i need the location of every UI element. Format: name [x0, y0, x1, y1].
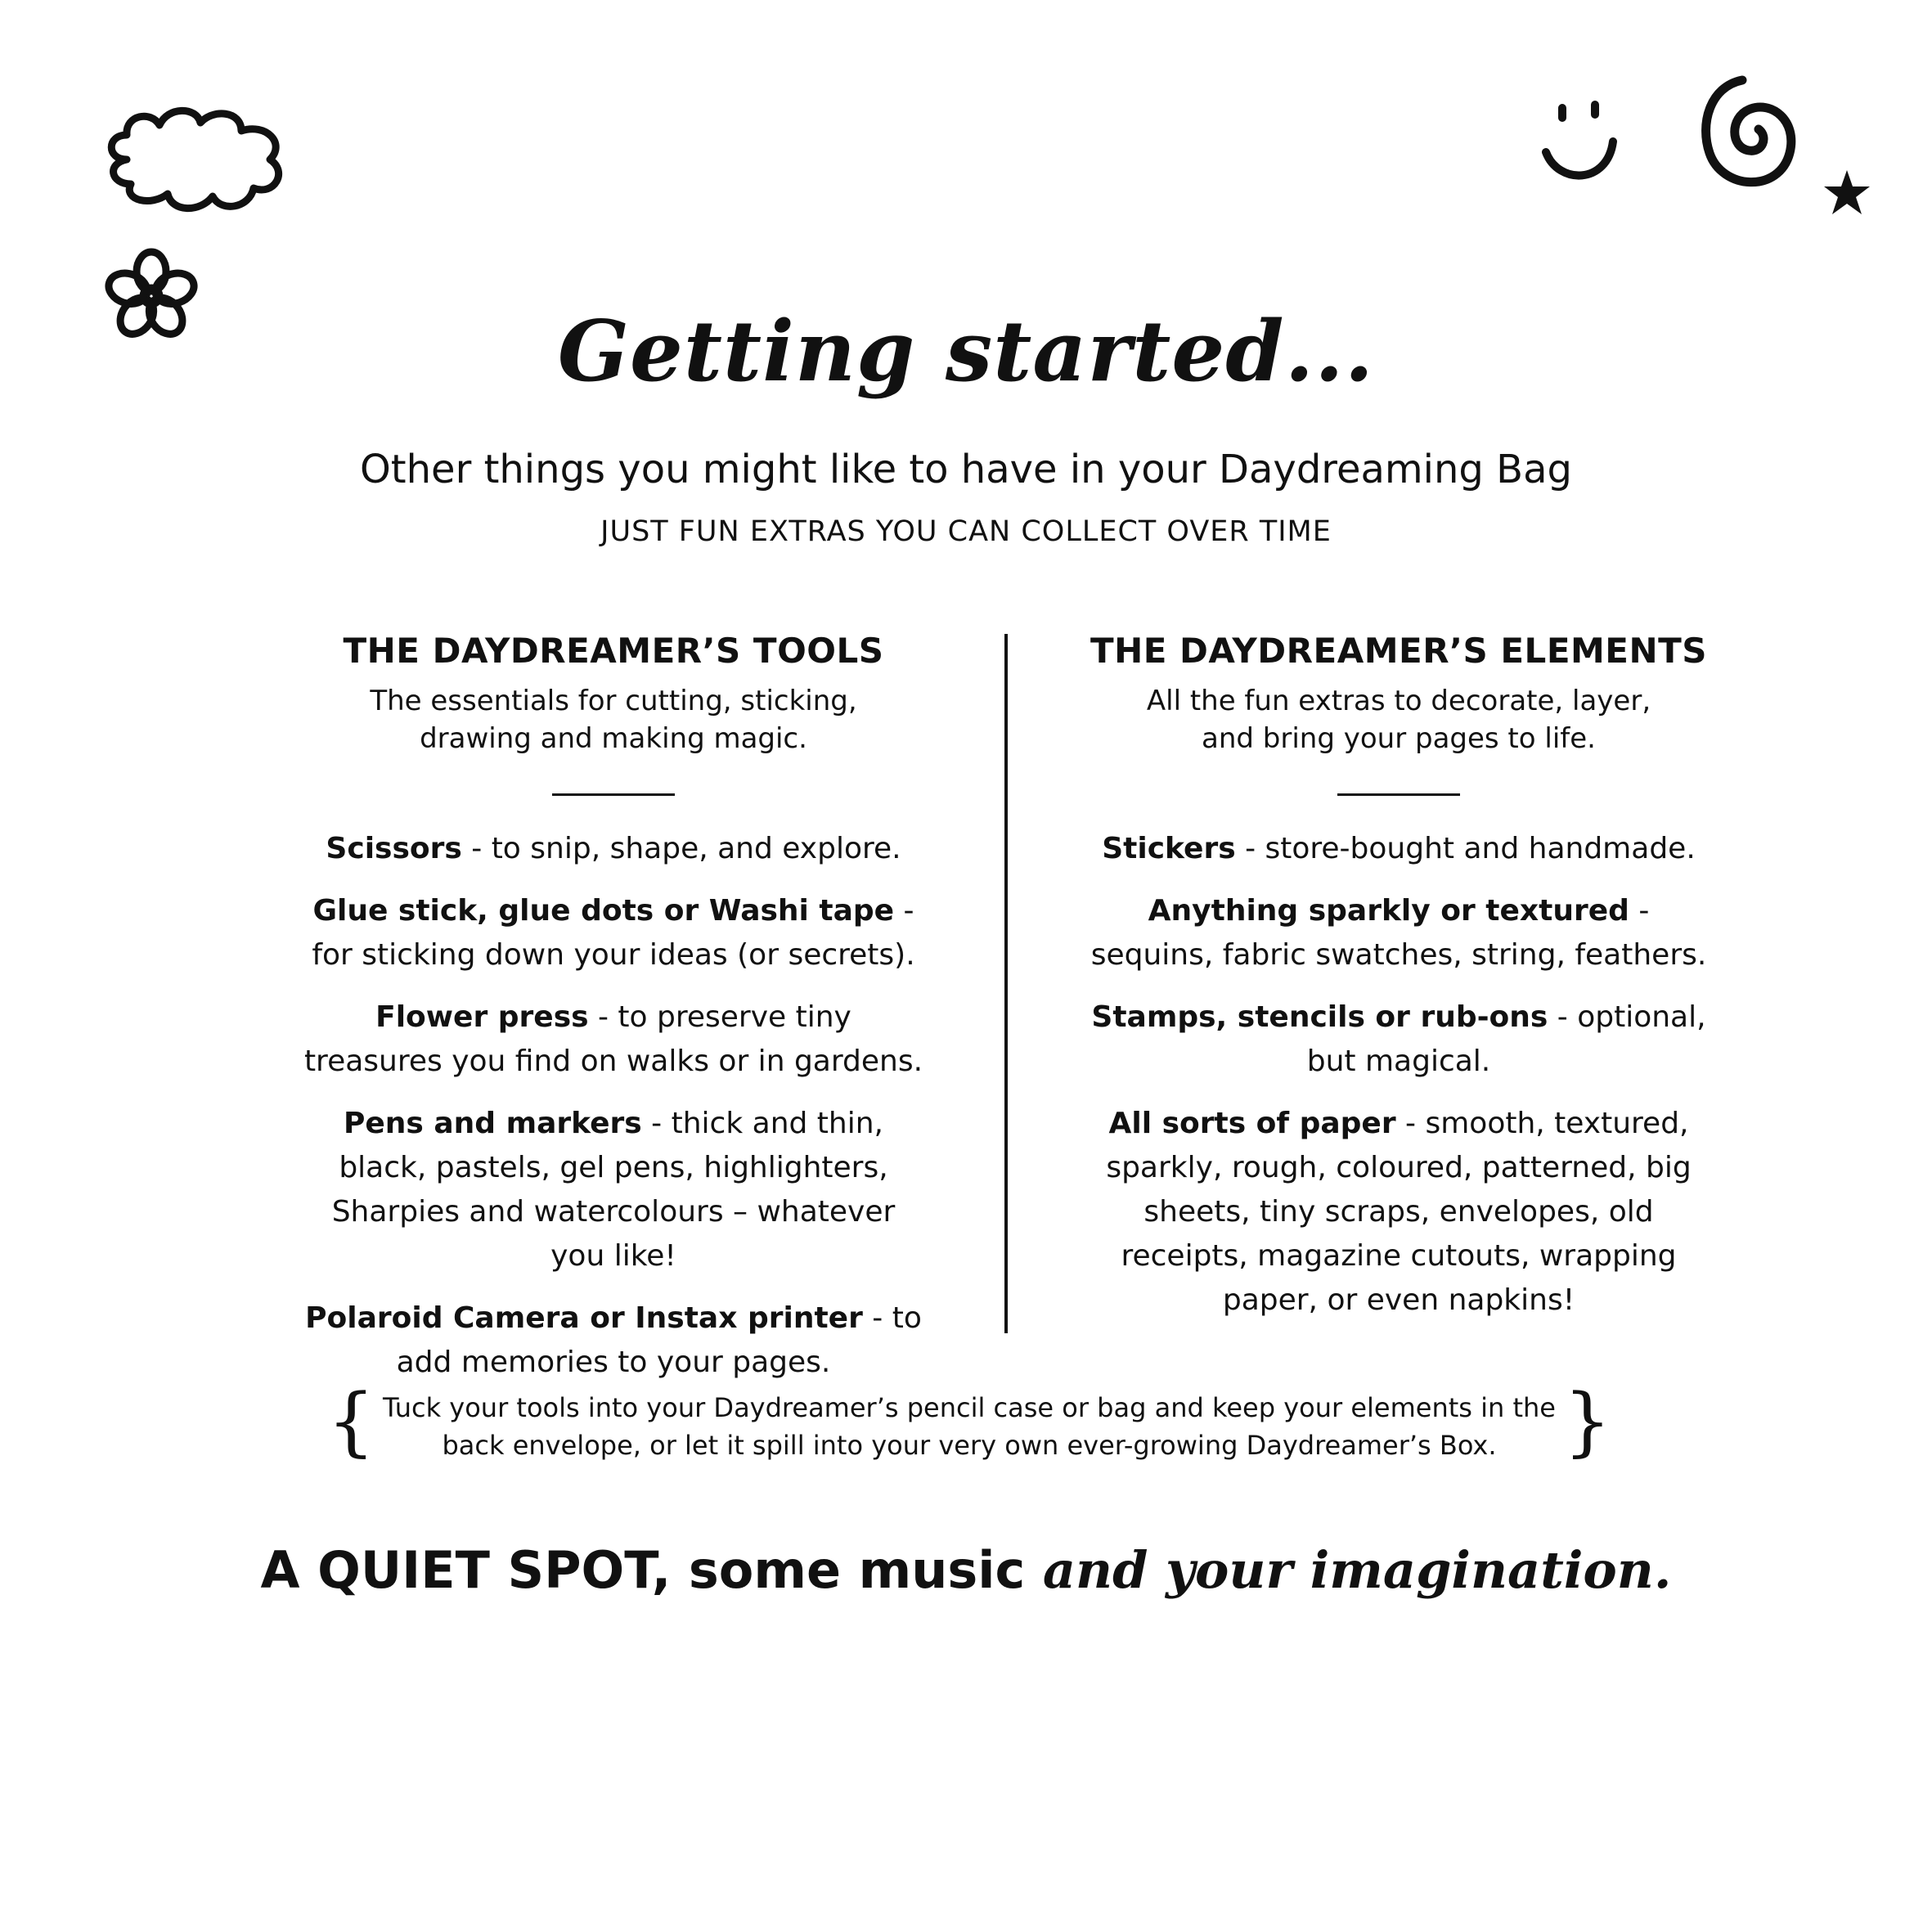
list-item: Scissors - to snip, shape, and explore.	[326, 832, 901, 865]
left-brace: {	[327, 1377, 375, 1465]
list-item: Stickers - store-bought and handmade.	[1102, 832, 1696, 865]
elements-rule	[1337, 793, 1460, 796]
tools-rule	[552, 793, 675, 796]
closing-part-1: A QUIET SPOT,	[260, 1540, 672, 1600]
list-item: Flower press - to preserve tiny treasures you find on walks or in gardens.	[303, 1000, 923, 1078]
closing-part-3: and your imagination.	[1042, 1540, 1672, 1600]
closing-line	[0, 1538, 1932, 1603]
list-item: Glue stick, glue dots or Washi tape - for sticking down your ideas (or secrets).	[312, 894, 915, 972]
list-item: Anything sparkly or textured - sequins, fabric swatches, string, feathers.	[1090, 894, 1707, 972]
storage-note-text: Tuck your tools into your Daydreamer’s pencil case or bag and keep your elements in the back envelope, or let it spill into your very own ever-growing Daydreamer’s Box.	[383, 1392, 1556, 1461]
tools-description: The essentials for cutting, sticking, drawing and making magic.	[370, 685, 857, 755]
closing-part-2: some music	[671, 1540, 1043, 1600]
smiley-icon	[1538, 97, 1628, 186]
page-subtitle: Other things you might like to have in your Daydreaming Bag	[360, 447, 1572, 492]
right-brace: }	[1563, 1377, 1611, 1465]
elements-column	[1055, 630, 1742, 1341]
spiral-icon	[1693, 75, 1799, 198]
list-item: Polaroid Camera or Instax printer - to add memories to your pages.	[305, 1301, 922, 1379]
list-item: Stamps, stencils or rub-ons - optional, but magical.	[1091, 1000, 1706, 1078]
list-item: Pens and markers - thick and thin, black, pastels, gel pens, highlighters, Sharpies and watercolours – whatever you like!	[331, 1107, 896, 1273]
elements-description: All the fun extras to decorate, layer, and bring your pages to life.	[1146, 685, 1651, 755]
tools-heading: THE DAYDREAMER’S TOOLS	[343, 631, 884, 671]
tools-column	[270, 630, 957, 1403]
star-icon	[1822, 168, 1871, 218]
page-title: Getting started...	[557, 303, 1375, 401]
cloud-icon	[102, 102, 290, 225]
column-divider	[1004, 634, 1008, 1333]
elements-heading: THE DAYDREAMER’S ELEMENTS	[1090, 631, 1708, 671]
storage-note	[327, 1377, 1611, 1471]
page-kicker: JUST FUN EXTRAS YOU CAN COLLECT OVER TIME	[600, 515, 1332, 548]
list-item: All sorts of paper - smooth, textured, sparkly, rough, coloured, patterned, big sheets, tiny scraps, envelopes, old receipts, magazine cutouts, wrapping paper, or even napkins!	[1106, 1107, 1692, 1317]
